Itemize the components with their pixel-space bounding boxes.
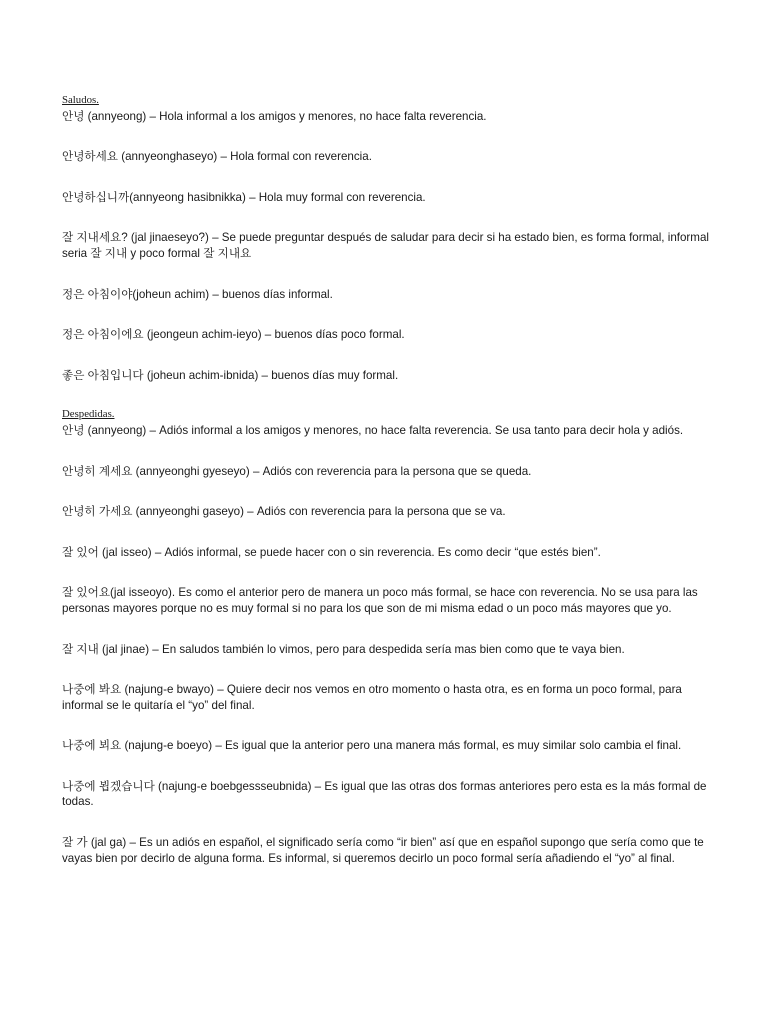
- saludos-entry-achim-informal: 정은 아침이야(joheun achim) – buenos días informal.: [62, 287, 333, 301]
- saludos-entry-jinaeseyo: 잘 지내세요? (jal jinaeseyo?) – Se puede preguntar después de saludar para decir si ha estado bien, es forma formal, informal seria 잘 지내 y poco formal 잘 지내요: [62, 231, 709, 260]
- despedidas-entry-jal-isseo: 잘 있어 (jal isseo) – Adiós informal, se puede hacer con o sin reverencia. Es como decir “que estés bien”.: [62, 545, 601, 559]
- despedidas-entry-boeyo: 나중에 뵈요 (najung-e boeyo) – Es igual que la anterior pero una manera más formal, es muy similar solo cambia el final.: [62, 739, 682, 753]
- despedidas-entry-annyeong: 안녕 (annyeong) – Adiós informal a los amigos y menores, no hace falta reverencia. Se usa tanto para decir hola y adiós.: [62, 423, 684, 437]
- saludos-entry-achim-ibnida: 좋은 아침입니다 (joheun achim-ibnida) – buenos días muy formal.: [62, 368, 399, 382]
- despedidas-entry-gyeseyo: 안녕히 계세요 (annyeonghi gyeseyo) – Adiós con reverencia para la persona que se queda.: [62, 464, 532, 478]
- saludos-entry-annyeong: 안녕 (annyeong) – Hola informal a los amigos y menores, no hace falta reverencia.: [62, 109, 487, 123]
- despedidas-entry-bwayo: 나중에 봐요 (najung-e bwayo) – Quiere decir nos vemos en otro momento o hasta otra, es en forma un poco formal, para informal se le quitaría el “yo” del final.: [62, 683, 682, 712]
- despedidas-heading: Despedidas.: [62, 408, 115, 421]
- saludos-entry-achim-ieyo: 정은 아침이에요 (jeongeun achim-ieyo) – buenos días poco formal.: [62, 328, 405, 342]
- despedidas-entry-jal-jinae: 잘 지내 (jal jinae) – En saludos también lo vimos, pero para despedida sería mas bien como que te vaya bien.: [62, 642, 625, 656]
- despedidas-entry-jal-isseoyo: 잘 있어요(jal isseoyo). Es como el anterior pero de manera un poco más formal, se hace con reverencia. No se usa para las personas mayores porque no es muy formal si no para los que son de mi misma edad o un poco más mayores que yo.: [62, 586, 698, 615]
- saludos-entry-annyeonghaseyo: 안녕하세요 (annyeonghaseyo) – Hola formal con reverencia.: [62, 150, 372, 164]
- document-page: [62, 93, 712, 866]
- despedidas-entry-gaseyo: 안녕히 가세요 (annyeonghi gaseyo) – Adiós con reverencia para la persona que se va.: [62, 505, 506, 519]
- saludos-entry-hasibnikka: 안녕하십니까(annyeong hasibnikka) – Hola muy formal con reverencia.: [62, 190, 426, 204]
- despedidas-entry-jal-ga: 잘 가 (jal ga) – Es un adiós en español, el significado sería como “ir bien” así que en español supongo que sería como que te vayas bien por decirlo de alguna forma. Es informal, si queremos decirlo un poco formal sería añadiendo el “yo” al final.: [62, 836, 704, 865]
- saludos-heading: Saludos.: [62, 94, 99, 106]
- despedidas-entry-boebgessseubnida: 나중에 뵙겠습니다 (najung-e boebgessseubnida) – Es igual que las otras dos formas anteriores pero esta es la más formal de todas.: [62, 779, 707, 809]
